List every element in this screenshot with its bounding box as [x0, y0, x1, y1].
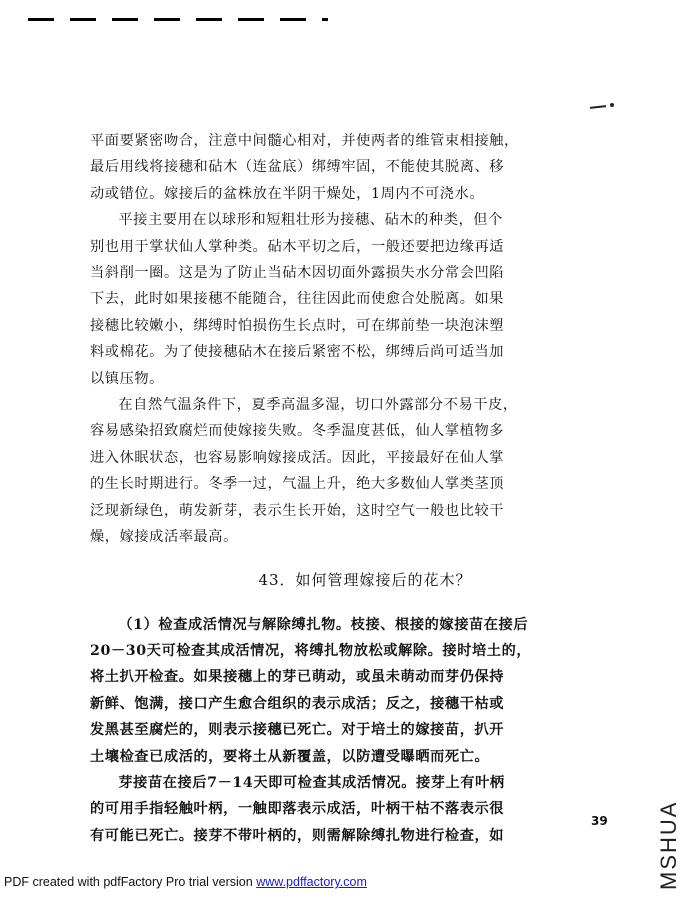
text-line: 最后用线将接穗和砧木（连盆底）绑缚牢固，不能使其脱离、移: [90, 159, 505, 176]
paragraph-5: [90, 770, 630, 849]
text-line: 新鲜、饱满，接口产生愈合组织的表示成活；反之，接穗干枯或: [90, 695, 505, 712]
section-heading: 43．如何管理嫁接后的花木？: [258, 570, 472, 589]
text-line: 泛现新绿色，萌发新芽，表示生长开始，这时空气一般也比较干: [90, 502, 505, 519]
pdf-footer: [4, 875, 367, 889]
text-line: 燥，嫁接成活率最高。: [90, 529, 238, 546]
text-line: 的生长时期进行。冬季一过，气温上升，绝大多数仙人掌类茎顶: [90, 476, 505, 493]
page-number: 39: [591, 814, 608, 828]
text-line: 下去，此时如果接穗不能随合，往往因此而使愈合处脱离。如果: [90, 291, 505, 308]
text-line: 发黑甚至腐烂的，则表示接穗已死亡。对于培土的嫁接苗，扒开: [90, 722, 505, 739]
text-line: 料或棉花。为了使接穗砧木在接后紧密不松，绑缚后尚可适当加: [90, 344, 505, 361]
text-line: 平面要紧密吻合，注意中间髓心相对，并使两者的维管束相接触，: [90, 133, 519, 149]
text-line: 芽接苗在接后7－14天即可检查其成活情况。接芽上有叶柄: [118, 774, 505, 791]
text-line: 在自然气温条件下，夏季高温多湿，切口外露部分不易干皮，: [118, 397, 518, 414]
footer-link[interactable]: www.pdffactory.com: [256, 875, 367, 889]
text-line: （1）检查成活情况与解除缚扎物。枝接、根接的嫁接苗在接后: [118, 616, 529, 633]
paragraph-3: [90, 392, 630, 550]
text-line: 别也用于掌状仙人掌种类。砧木平切之后，一般还要把边缘再适: [90, 238, 505, 255]
text-line: 以镇压物。: [90, 370, 164, 387]
paragraph-1: [90, 128, 630, 207]
paragraph-4: [90, 612, 630, 770]
header-dashed-rule: [28, 18, 328, 21]
text-line: 容易感染招致腐烂而使嫁接失败。冬季温度甚低，仙人掌植物多: [90, 423, 505, 440]
footer-text: PDF created with pdfFactory Pro trial version: [4, 875, 257, 889]
text-line: 20－30天可检查其成活情况，将缚扎物放松或解除。接时培土的，: [90, 642, 532, 659]
scan-mark: [590, 105, 606, 109]
text-line: 动或错位。嫁接后的盆株放在半阴干燥处，1周内不可浇水。: [90, 185, 485, 202]
scan-mark: [610, 103, 614, 107]
text-line: 的可用手指轻触叶柄，一触即落表示成活，叶柄干枯不落表示很: [90, 801, 505, 818]
text-line: 进入休眠状态，也容易影响嫁接成活。因此，平接最好在仙人掌: [90, 449, 505, 466]
text-line: 当斜削一圈。这是为了防止当砧木因切面外露损失水分常会凹陷: [90, 265, 505, 282]
text-line: 将土扒开检查。如果接穗上的芽已萌动，或虽未萌动而芽仍保持: [90, 669, 505, 686]
text-line: 接穗比较嫩小，绑缚时怕损伤生长点时，可在绑前垫一块泡沫塑: [90, 317, 505, 334]
paragraph-2: [90, 207, 630, 392]
text-line: 平接主要用在以球形和短粗壮形为接穗、砧木的种类，但个: [118, 212, 503, 229]
watermark-text: MSHUA: [656, 800, 681, 890]
page-body: [90, 128, 630, 849]
text-line: 土壤检查已成活的，要将土从新覆盖，以防遭受曝晒而死亡。: [90, 748, 490, 765]
text-line: 有可能已死亡。接芽不带叶柄的，则需解除缚扎物进行检查，如: [90, 827, 505, 844]
